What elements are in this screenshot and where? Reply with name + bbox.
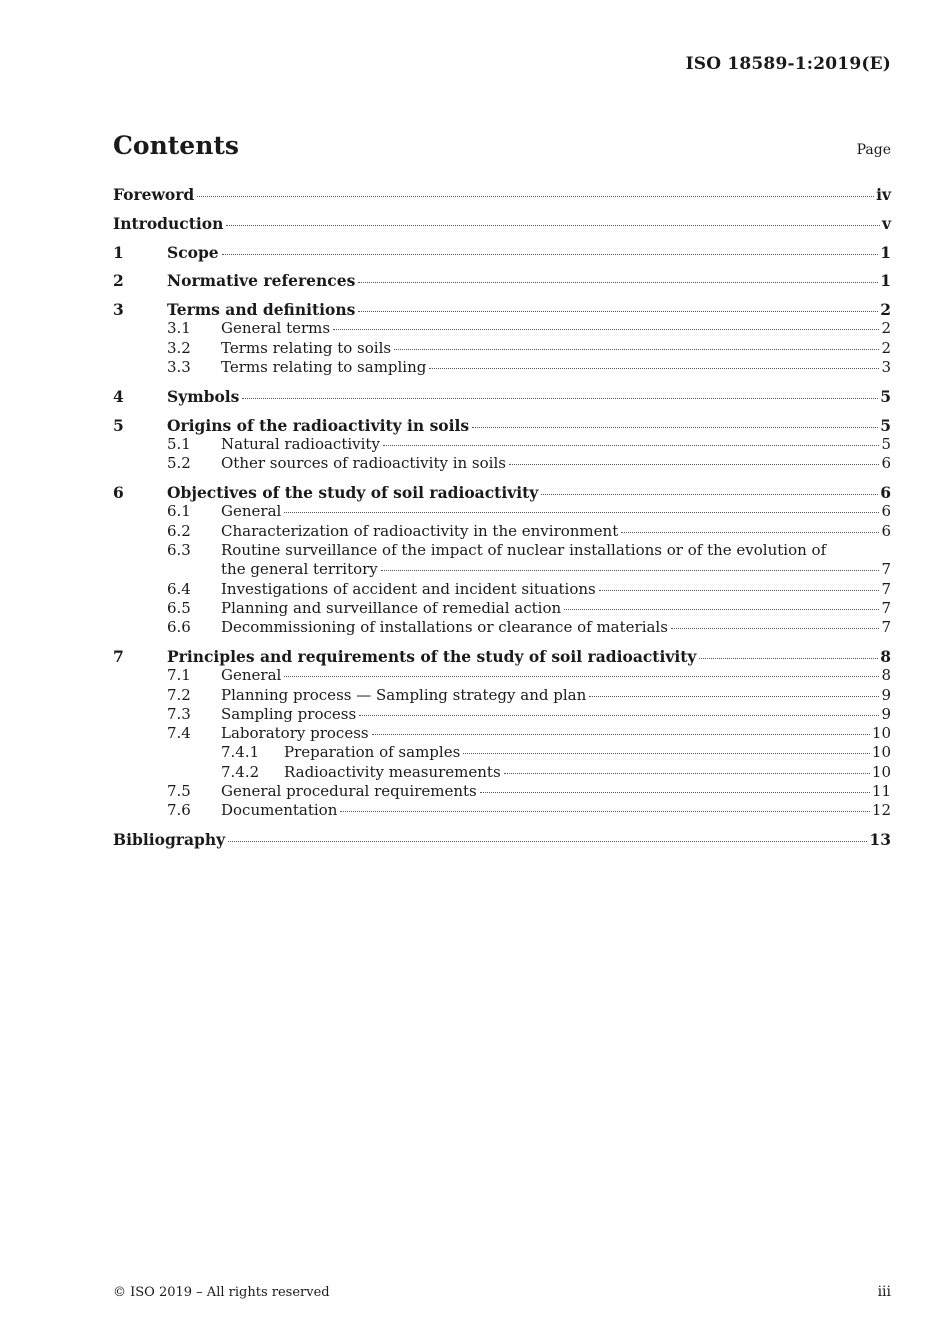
toc-entry[interactable] xyxy=(113,416,891,435)
toc-entry[interactable] xyxy=(113,830,891,849)
toc-entry[interactable] xyxy=(113,599,891,618)
dot-leader xyxy=(383,444,880,446)
toc-entry-page: 8 xyxy=(881,666,891,685)
page-number: iii xyxy=(877,1284,891,1300)
dot-leader xyxy=(480,791,870,793)
toc-entry-number: 7.2 xyxy=(167,685,191,704)
toc-entry-number: 3 xyxy=(113,300,124,320)
dot-leader xyxy=(599,589,880,591)
toc-entry-title: General xyxy=(221,502,282,521)
toc-entry-page: 3 xyxy=(881,358,891,377)
toc-entry[interactable] xyxy=(113,580,891,599)
toc-entry-page: v xyxy=(881,213,891,233)
toc-entry[interactable] xyxy=(113,763,891,782)
toc-entry-title: Bibliography xyxy=(113,830,226,850)
toc-entry-title: General procedural requirements xyxy=(221,782,477,801)
toc-entry[interactable] xyxy=(113,483,891,502)
dot-leader xyxy=(671,627,880,629)
toc-entry-title: Origins of the radioactivity in soils xyxy=(167,415,470,435)
toc-entry-title: Investigations of accident and incident situations xyxy=(221,579,596,598)
toc-entry[interactable] xyxy=(113,271,891,290)
toc-entry-number: 6.2 xyxy=(167,521,191,540)
toc-entry-page: 7 xyxy=(881,618,891,637)
toc-entry-page: 9 xyxy=(881,685,891,704)
toc-entry-number: 6.5 xyxy=(167,598,191,617)
toc-entry-title: General xyxy=(221,666,282,685)
dot-leader xyxy=(242,397,878,399)
toc-entry[interactable] xyxy=(113,705,891,724)
toc-entry[interactable] xyxy=(113,435,891,454)
dot-leader xyxy=(699,657,878,659)
toc-entry[interactable] xyxy=(113,618,891,637)
toc-entry-page: 10 xyxy=(871,724,891,743)
dot-leader xyxy=(381,569,880,571)
dot-leader xyxy=(589,695,879,697)
toc-entry-number: 1 xyxy=(113,242,124,262)
toc-entry-page: 1 xyxy=(880,271,891,291)
toc-entry-title: Preparation of samples xyxy=(284,743,461,762)
dot-leader xyxy=(333,328,879,330)
toc-entry-title: Symbols xyxy=(167,386,240,406)
toc-entry-title: Objectives of the study of soil radioactivity xyxy=(167,483,539,503)
toc-entry-title: Foreword xyxy=(113,185,195,204)
toc-entry-number: 7.4 xyxy=(167,724,191,743)
toc-entry-page: 10 xyxy=(871,743,891,762)
toc-entry-title: Laboratory process xyxy=(221,724,369,743)
toc-entry[interactable] xyxy=(113,686,891,705)
toc-entry-title: Terms relating to sampling xyxy=(221,358,427,377)
toc-entry-number: 2 xyxy=(113,271,124,291)
dot-leader xyxy=(359,714,879,716)
toc-entry-page: 11 xyxy=(871,782,891,801)
toc-entry-number: 5.2 xyxy=(167,454,191,473)
toc-entry-page: 7 xyxy=(881,579,891,598)
toc-entry-page: 5 xyxy=(881,434,891,453)
dot-leader xyxy=(372,733,870,735)
toc-entry[interactable] xyxy=(113,300,891,319)
toc-entry-page: 9 xyxy=(881,704,891,723)
toc-entry[interactable] xyxy=(113,454,891,473)
copyright-notice: © ISO 2019 – All rights reserved xyxy=(113,1285,330,1300)
toc-entry-page: 6 xyxy=(880,483,891,503)
dot-leader xyxy=(509,463,879,465)
dot-leader xyxy=(340,810,870,812)
toc-entry-title: Scope xyxy=(167,242,219,262)
toc-entry-number: 3.2 xyxy=(167,338,191,357)
toc-entry-number: 6.6 xyxy=(167,618,191,637)
toc-entry-page: 13 xyxy=(869,830,891,850)
toc-entry[interactable] xyxy=(113,243,891,262)
toc-entry-page: 6 xyxy=(881,521,891,540)
dot-leader xyxy=(284,675,879,677)
toc-entry[interactable] xyxy=(113,214,891,233)
contents-heading: Contents xyxy=(113,131,240,160)
toc-entry-title: Planning process — Sampling strategy and plan xyxy=(221,685,587,704)
toc-entry[interactable] xyxy=(113,319,891,338)
toc-entry-title: Terms relating to soils xyxy=(221,338,392,357)
toc-entry-title: Routine surveillance of the impact of nuclear installations or of the evolution of xyxy=(221,540,827,559)
toc-entry-page: 2 xyxy=(880,300,891,320)
toc-entry-number: 5 xyxy=(113,415,124,435)
dot-leader xyxy=(394,348,879,350)
toc-entry[interactable] xyxy=(113,666,891,685)
toc-entry-number: 6.3 xyxy=(167,540,191,559)
toc-entry-page: 1 xyxy=(880,242,891,262)
toc-entry-number: 6.1 xyxy=(167,502,191,521)
toc-entry[interactable] xyxy=(113,185,891,204)
toc-entry-number: 3.1 xyxy=(167,319,191,338)
toc-entry-page: 7 xyxy=(881,560,891,579)
page-column-label: Page xyxy=(856,142,891,158)
dot-leader xyxy=(228,840,867,842)
toc-entry-page: iv xyxy=(876,185,891,204)
toc-entry-title: Sampling process xyxy=(221,704,357,723)
toc-entry-number: 7.6 xyxy=(167,801,191,820)
toc-entry-number: 7.1 xyxy=(167,666,191,685)
table-of-contents xyxy=(113,185,891,849)
toc-entry-page: 2 xyxy=(881,319,891,338)
dot-leader xyxy=(429,367,879,369)
toc-entry-page: 6 xyxy=(881,502,891,521)
toc-entry-number: 7.3 xyxy=(167,704,191,723)
toc-entry-title: Terms and definitions xyxy=(167,300,356,320)
toc-entry-page: 10 xyxy=(871,762,891,781)
toc-entry-title: Other sources of radioactivity in soils xyxy=(221,454,506,473)
toc-entry[interactable] xyxy=(113,724,891,743)
toc-entry-title: Planning and surveillance of remedial action xyxy=(221,598,562,617)
toc-entry-page: 8 xyxy=(880,646,891,666)
toc-entry-title: Documentation xyxy=(221,801,338,820)
toc-entry-page: 2 xyxy=(881,338,891,357)
toc-entry-title: Principles and requirements of the study of soil radioactivity xyxy=(167,646,697,666)
dot-leader xyxy=(472,426,878,428)
toc-entry-title: Introduction xyxy=(113,213,224,233)
toc-entry[interactable] xyxy=(113,541,891,580)
toc-entry-title: Normative references xyxy=(167,271,356,291)
toc-entry-title: Characterization of radioactivity in the environment xyxy=(221,521,619,540)
dot-leader xyxy=(541,493,878,495)
dot-leader xyxy=(358,281,878,283)
dot-leader xyxy=(222,253,879,255)
toc-entry[interactable] xyxy=(113,743,891,762)
toc-entry-number: 5.1 xyxy=(167,434,191,453)
dot-leader xyxy=(504,772,870,774)
toc-entry-page: 12 xyxy=(871,801,891,820)
document-id: ISO 18589-1:2019(E) xyxy=(685,54,891,74)
toc-entry[interactable] xyxy=(113,522,891,541)
toc-entry-number: 6.4 xyxy=(167,579,191,598)
toc-entry[interactable] xyxy=(113,801,891,820)
toc-entry-number: 4 xyxy=(113,386,124,406)
toc-entry[interactable] xyxy=(113,782,891,801)
dot-leader xyxy=(226,224,880,226)
toc-entry-page: 7 xyxy=(881,598,891,617)
toc-entry[interactable] xyxy=(113,647,891,666)
toc-entry-title: Decommissioning of installations or clearance of materials xyxy=(221,618,668,637)
toc-entry-number: 7.5 xyxy=(167,782,191,801)
toc-entry-title: General terms xyxy=(221,319,331,338)
toc-entry-page: 6 xyxy=(881,454,891,473)
toc-entry-number: 7.4.2 xyxy=(221,762,260,781)
dot-leader xyxy=(621,531,879,533)
toc-entry-number: 6 xyxy=(113,483,124,503)
toc-entry[interactable] xyxy=(113,358,891,377)
toc-entry-title: Natural radioactivity xyxy=(221,434,380,453)
toc-entry-number: 7 xyxy=(113,646,124,666)
toc-entry-page: 5 xyxy=(880,415,891,435)
toc-entry-page: 5 xyxy=(880,386,891,406)
toc-entry[interactable] xyxy=(113,339,891,358)
toc-entry[interactable] xyxy=(113,387,891,406)
dot-leader xyxy=(197,195,874,197)
dot-leader xyxy=(463,752,870,754)
toc-entry-number: 3.3 xyxy=(167,358,191,377)
toc-entry[interactable] xyxy=(113,502,891,521)
toc-entry-title-continued: the general territory xyxy=(221,560,378,579)
dot-leader xyxy=(564,608,879,610)
toc-entry-number: 7.4.1 xyxy=(221,743,260,762)
toc-entry-title: Radioactivity measurements xyxy=(284,762,501,781)
dot-leader xyxy=(358,310,878,312)
dot-leader xyxy=(284,511,879,513)
